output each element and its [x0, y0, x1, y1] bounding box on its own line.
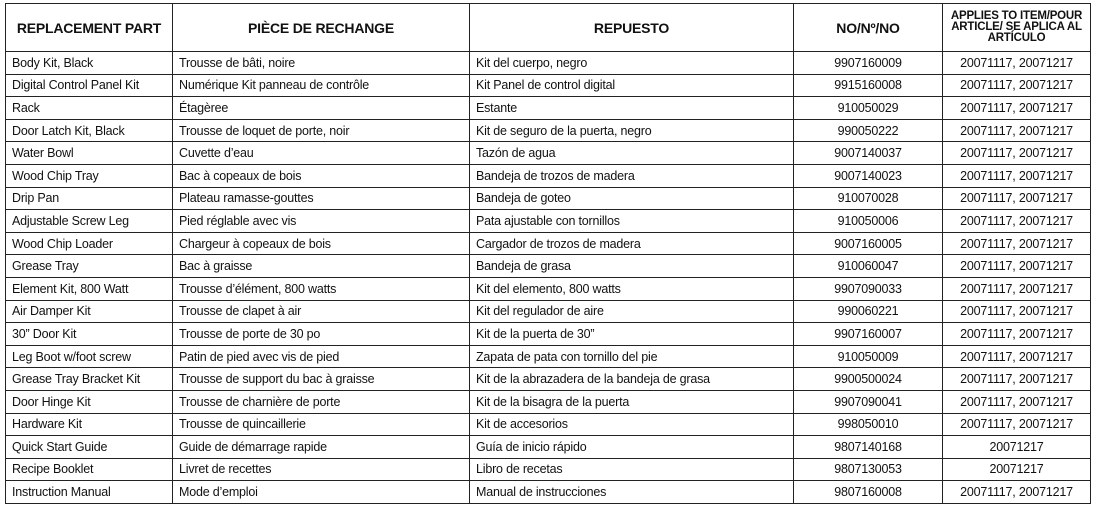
cell-piece-de-rechange: Trousse de quincaillerie [173, 413, 470, 436]
cell-part-number: 9907160007 [794, 323, 943, 346]
cell-applies-to-item: 20071217 [943, 436, 1091, 459]
cell-part-number: 990050222 [794, 119, 943, 142]
cell-replacement-part: Rack [6, 97, 173, 120]
cell-repuesto: Tazón de agua [470, 142, 794, 165]
header-applies-to-item: APPLIES TO ITEM/POUR ARTICLE/ SE APLICA AL ARTÍCULO [943, 4, 1091, 52]
cell-applies-to-item: 20071117, 20071217 [943, 142, 1091, 165]
cell-part-number: 910050009 [794, 345, 943, 368]
cell-piece-de-rechange: Plateau ramasse-gouttes [173, 187, 470, 210]
cell-replacement-part: 30” Door Kit [6, 323, 173, 346]
cell-applies-to-item: 20071117, 20071217 [943, 345, 1091, 368]
cell-piece-de-rechange: Livret de recettes [173, 458, 470, 481]
cell-replacement-part: Water Bowl [6, 142, 173, 165]
table-row [6, 436, 1091, 459]
cell-applies-to-item: 20071117, 20071217 [943, 74, 1091, 97]
cell-repuesto: Bandeja de grasa [470, 255, 794, 278]
table-row [6, 74, 1091, 97]
cell-replacement-part: Body Kit, Black [6, 52, 173, 75]
table-row [6, 52, 1091, 75]
table-row [6, 481, 1091, 504]
cell-repuesto: Kit del cuerpo, negro [470, 52, 794, 75]
header-replacement-part: REPLACEMENT PART [6, 4, 173, 52]
cell-part-number: 9807130053 [794, 458, 943, 481]
header-piece-de-rechange: PIÈCE DE RECHANGE [173, 4, 470, 52]
table-body [6, 52, 1091, 504]
cell-repuesto: Cargador de trozos de madera [470, 232, 794, 255]
table-row [6, 368, 1091, 391]
cell-replacement-part: Adjustable Screw Leg [6, 210, 173, 233]
cell-repuesto: Estante [470, 97, 794, 120]
cell-piece-de-rechange: Trousse de bâti, noire [173, 52, 470, 75]
cell-replacement-part: Digital Control Panel Kit [6, 74, 173, 97]
cell-applies-to-item: 20071117, 20071217 [943, 97, 1091, 120]
cell-applies-to-item: 20071117, 20071217 [943, 119, 1091, 142]
cell-repuesto: Kit de la bisagra de la puerta [470, 390, 794, 413]
table-row [6, 142, 1091, 165]
cell-repuesto: Bandeja de goteo [470, 187, 794, 210]
cell-part-number: 9907160009 [794, 52, 943, 75]
cell-repuesto: Kit de accesorios [470, 413, 794, 436]
replacement-parts-table [5, 3, 1091, 504]
cell-repuesto: Zapata de pata con tornillo del pie [470, 345, 794, 368]
cell-applies-to-item: 20071217 [943, 458, 1091, 481]
cell-replacement-part: Hardware Kit [6, 413, 173, 436]
cell-applies-to-item: 20071117, 20071217 [943, 164, 1091, 187]
cell-repuesto: Kit de la abrazadera de la bandeja de grasa [470, 368, 794, 391]
cell-applies-to-item: 20071117, 20071217 [943, 255, 1091, 278]
cell-replacement-part: Leg Boot w/foot screw [6, 345, 173, 368]
cell-repuesto: Kit del elemento, 800 watts [470, 277, 794, 300]
cell-repuesto: Bandeja de trozos de madera [470, 164, 794, 187]
cell-applies-to-item: 20071117, 20071217 [943, 232, 1091, 255]
table-row [6, 255, 1091, 278]
table-row [6, 119, 1091, 142]
table-row [6, 210, 1091, 233]
table-row [6, 300, 1091, 323]
cell-applies-to-item: 20071117, 20071217 [943, 413, 1091, 436]
cell-part-number: 9900500024 [794, 368, 943, 391]
cell-part-number: 998050010 [794, 413, 943, 436]
cell-repuesto: Kit de seguro de la puerta, negro [470, 119, 794, 142]
cell-replacement-part: Grease Tray Bracket Kit [6, 368, 173, 391]
cell-piece-de-rechange: Pied réglable avec vis [173, 210, 470, 233]
cell-part-number: 9907090041 [794, 390, 943, 413]
cell-piece-de-rechange: Trousse de support du bac à graisse [173, 368, 470, 391]
cell-part-number: 9807160008 [794, 481, 943, 504]
cell-replacement-part: Instruction Manual [6, 481, 173, 504]
cell-repuesto: Kit Panel de control digital [470, 74, 794, 97]
cell-repuesto: Manual de instrucciones [470, 481, 794, 504]
cell-replacement-part: Element Kit, 800 Watt [6, 277, 173, 300]
cell-replacement-part: Drip Pan [6, 187, 173, 210]
cell-repuesto: Guía de inicio rápido [470, 436, 794, 459]
cell-piece-de-rechange: Trousse d’élément, 800 watts [173, 277, 470, 300]
cell-part-number: 910070028 [794, 187, 943, 210]
parts-table-container [5, 3, 1091, 504]
cell-repuesto: Libro de recetas [470, 458, 794, 481]
cell-piece-de-rechange: Trousse de loquet de porte, noir [173, 119, 470, 142]
cell-part-number: 9007160005 [794, 232, 943, 255]
cell-part-number: 910060047 [794, 255, 943, 278]
cell-applies-to-item: 20071117, 20071217 [943, 481, 1091, 504]
cell-piece-de-rechange: Bac à copeaux de bois [173, 164, 470, 187]
cell-applies-to-item: 20071117, 20071217 [943, 187, 1091, 210]
cell-applies-to-item: 20071117, 20071217 [943, 323, 1091, 346]
cell-applies-to-item: 20071117, 20071217 [943, 210, 1091, 233]
header-row [6, 4, 1091, 52]
cell-piece-de-rechange: Numérique Kit panneau de contrôle [173, 74, 470, 97]
cell-applies-to-item: 20071117, 20071217 [943, 52, 1091, 75]
cell-replacement-part: Wood Chip Tray [6, 164, 173, 187]
cell-part-number: 9807140168 [794, 436, 943, 459]
table-row [6, 97, 1091, 120]
table-row [6, 413, 1091, 436]
cell-replacement-part: Quick Start Guide [6, 436, 173, 459]
cell-piece-de-rechange: Guide de démarrage rapide [173, 436, 470, 459]
cell-replacement-part: Recipe Booklet [6, 458, 173, 481]
cell-piece-de-rechange: Bac à graisse [173, 255, 470, 278]
cell-applies-to-item: 20071117, 20071217 [943, 277, 1091, 300]
cell-piece-de-rechange: Chargeur à copeaux de bois [173, 232, 470, 255]
header-part-number: NO/Nº/NO [794, 4, 943, 52]
cell-part-number: 9007140037 [794, 142, 943, 165]
cell-repuesto: Kit de la puerta de 30” [470, 323, 794, 346]
cell-part-number: 910050029 [794, 97, 943, 120]
cell-repuesto: Pata ajustable con tornillos [470, 210, 794, 233]
cell-piece-de-rechange: Patin de pied avec vis de pied [173, 345, 470, 368]
cell-applies-to-item: 20071117, 20071217 [943, 300, 1091, 323]
table-row [6, 277, 1091, 300]
cell-replacement-part: Air Damper Kit [6, 300, 173, 323]
header-repuesto: REPUESTO [470, 4, 794, 52]
table-row [6, 164, 1091, 187]
table-row [6, 323, 1091, 346]
cell-part-number: 9007140023 [794, 164, 943, 187]
cell-piece-de-rechange: Cuvette d’eau [173, 142, 470, 165]
table-row [6, 390, 1091, 413]
cell-replacement-part: Door Latch Kit, Black [6, 119, 173, 142]
cell-piece-de-rechange: Mode d’emploi [173, 481, 470, 504]
table-row [6, 232, 1091, 255]
cell-repuesto: Kit del regulador de aire [470, 300, 794, 323]
cell-replacement-part: Grease Tray [6, 255, 173, 278]
cell-part-number: 9915160008 [794, 74, 943, 97]
cell-part-number: 990060221 [794, 300, 943, 323]
cell-piece-de-rechange: Trousse de charnière de porte [173, 390, 470, 413]
table-row [6, 458, 1091, 481]
cell-replacement-part: Wood Chip Loader [6, 232, 173, 255]
table-row [6, 187, 1091, 210]
table-row [6, 345, 1091, 368]
cell-part-number: 910050006 [794, 210, 943, 233]
cell-piece-de-rechange: Trousse de clapet à air [173, 300, 470, 323]
cell-piece-de-rechange: Étagèree [173, 97, 470, 120]
table-header [6, 4, 1091, 52]
cell-piece-de-rechange: Trousse de porte de 30 po [173, 323, 470, 346]
cell-applies-to-item: 20071117, 20071217 [943, 368, 1091, 391]
cell-part-number: 9907090033 [794, 277, 943, 300]
cell-replacement-part: Door Hinge Kit [6, 390, 173, 413]
cell-applies-to-item: 20071117, 20071217 [943, 390, 1091, 413]
